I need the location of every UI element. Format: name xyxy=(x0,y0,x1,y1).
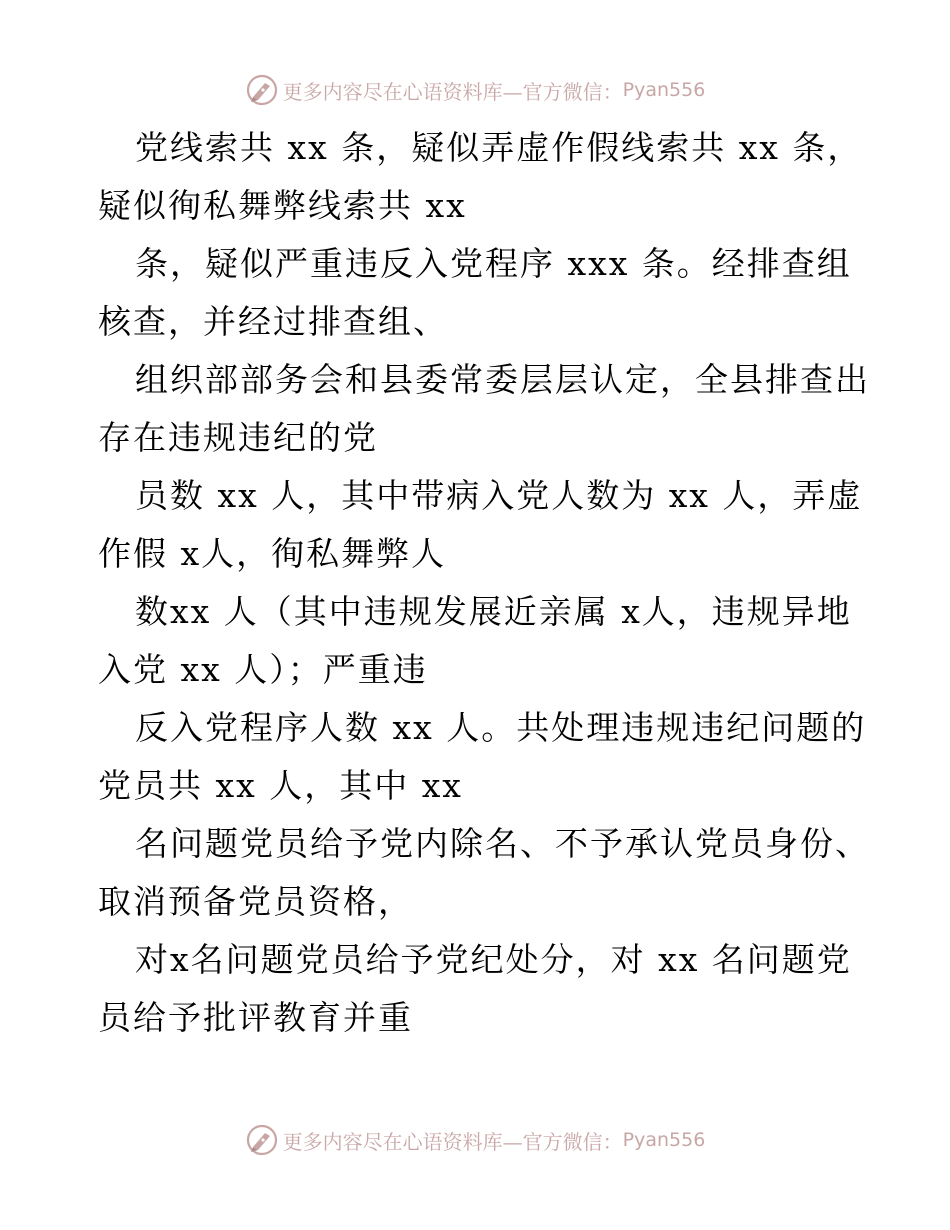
paragraph-line: 员数 xx 人，其中带病入党人数为 xx 人，弄虚 xyxy=(135,476,863,515)
paragraph-line: 疑似徇私舞弊线索共 xx xyxy=(98,186,467,225)
paragraph-line: 数xx 人（其中违规发展近亲属 x人，违规异地 xyxy=(135,592,852,631)
paragraph-line: 核查，并经过排查组、 xyxy=(98,302,448,341)
header-wechat-id: Pyan556 xyxy=(622,79,706,101)
paragraph-line: 党员共 xx 人，其中 xx xyxy=(98,766,463,805)
header-site-text: 更多内容尽在心语资料库—官方微信： xyxy=(282,79,623,104)
paragraph-line: 组织部部务会和县委常委层层认定，全县排查出 xyxy=(135,360,870,399)
document-body xyxy=(98,119,870,1047)
paragraph-line: 对x名问题党员给予党纪处分，对 xx 名问题党 xyxy=(135,940,852,979)
paragraph-line: 名问题党员给予党内除名、不予承认党员身份、 xyxy=(135,824,870,863)
paragraph-line: 存在违规违纪的党 xyxy=(98,418,378,457)
paragraph-line: 党线索共 xx 条，疑似弄虚作假线索共 xx 条， xyxy=(135,128,863,167)
header-watermark xyxy=(0,72,950,108)
paragraph-line: 员给予批评教育并重 xyxy=(98,998,413,1037)
paragraph-line: 入党 xx 人）；严重违 xyxy=(98,650,428,689)
footer-site-text: 更多内容尽在心语资料库—官方微信： xyxy=(282,1129,623,1154)
pen-nib-logo-icon xyxy=(245,1123,279,1157)
paragraph-line: 取消预备党员资格， xyxy=(98,882,413,921)
paragraph-line: 作假 x人，徇私舞弊人 xyxy=(98,534,447,573)
pen-nib-logo-icon xyxy=(245,73,279,107)
footer-wechat-id: Pyan556 xyxy=(622,1129,706,1151)
paragraph-line: 条，疑似严重违反入党程序 xxx 条。经排查组 xyxy=(135,244,852,283)
footer-watermark xyxy=(0,1122,950,1158)
paragraph-line: 反入党程序人数 xx 人。共处理违规违纪问题的 xyxy=(135,708,867,747)
